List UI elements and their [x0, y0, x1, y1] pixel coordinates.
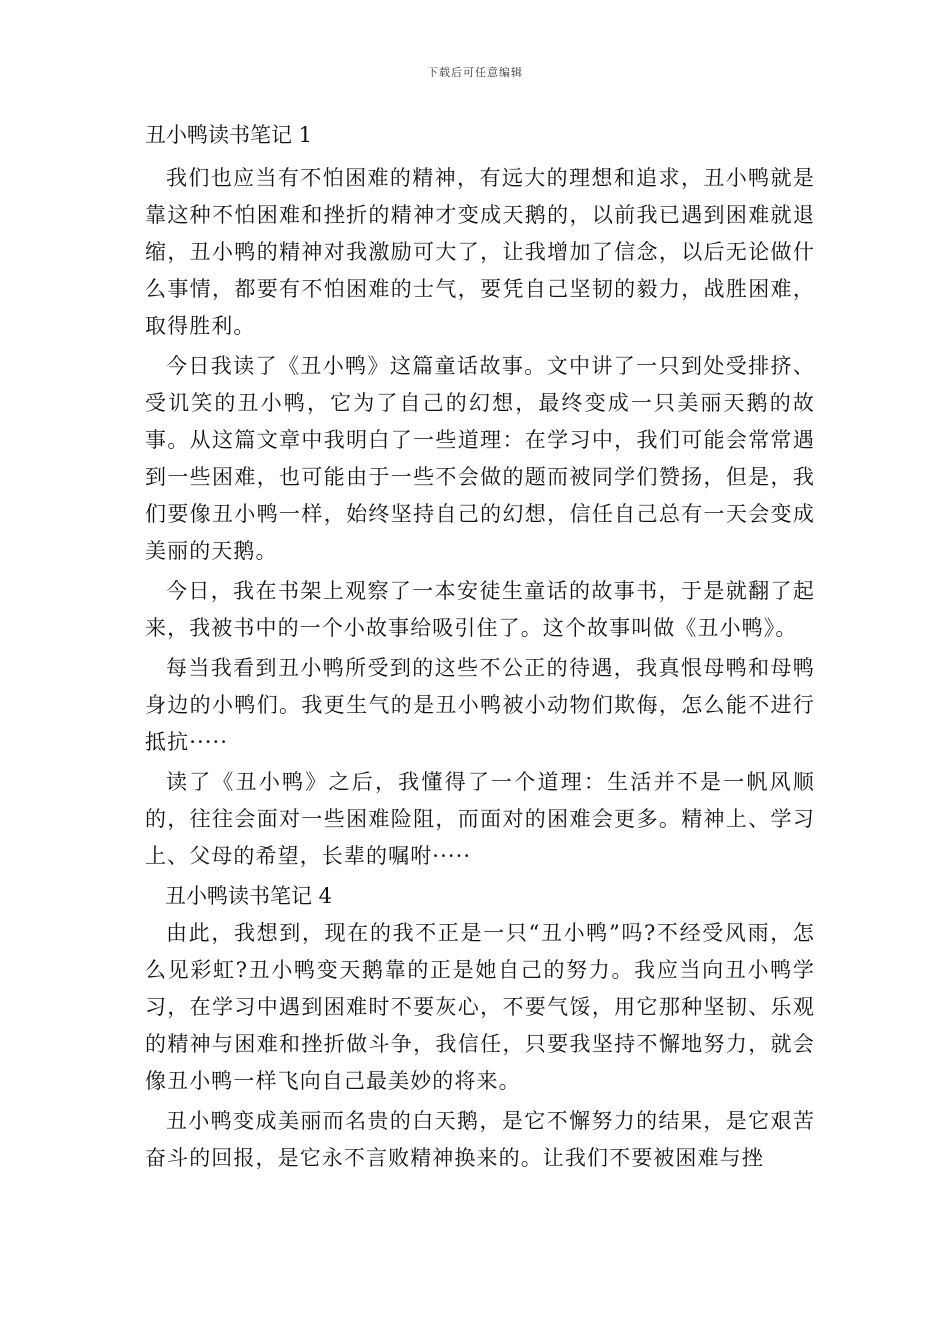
paragraph: 今日我读了《丑小鸭》这篇童话故事。文中讲了一只到处受排挤、受讥笑的丑小鸭，它为了自己的幻想，最终变成一只美丽天鹅的故事。从这篇文章中我明白了一些道理：在学习中，我们可能会常常遇到一些困难，也可能由于一些不会做的题而被同学们赞扬，但是，我们要像丑小鸭一样，始终坚持自己的幻想，信任自己总有一天会变成美丽的天鹅。 [145, 354, 815, 563]
paragraph: 每当我看到丑小鸭所受到的这些不公正的待遇，我真恨母鸭和母鸭身边的小鸭们。我更生气的是丑小鸭被小动物们欺侮，怎么能不进行抵抗····· [145, 656, 815, 754]
paragraph: 丑小鸭变成美丽而名贵的白天鹅，是它不懈努力的结果，是它艰苦奋斗的回报，是它永不言败精神换来的。让我们不要被困难与挫 [145, 1109, 815, 1170]
section-title-4: 丑小鸭读书笔记 4 [165, 884, 333, 908]
paragraph: 由此，我想到，现在的我不正是一只“丑小鸭”吗?不经受风雨，怎么见彩虹?丑小鸭变天鹅靠的正是她自己的努力。我应当向丑小鸭学习，在学习中遇到困难时不要灰心，不要气馁，用它那种坚韧、乐观的精神与困难和挫折做斗争，我信任，只要我坚持不懈地努力，就会像丑小鸭一样飞向自己最美妙的将来。 [145, 921, 815, 1093]
paragraph: 读了《丑小鸭》之后，我懂得了一个道理：生活并不是一帆风顺的，往往会面对一些困难险阻，而面对的困难会更多。精神上、学习上、父母的希望，长辈的嘱咐····· [145, 770, 815, 868]
paragraph: 我们也应当有不怕困难的精神，有远大的理想和追求，丑小鸭就是靠这种不怕困难和挫折的精神才变成天鹅的，以前我已遇到困难就退缩，丑小鸭的精神对我激励可大了，让我增加了信念，以后无论做什么事情，都要有不怕困难的士气，要凭自己坚韧的毅力，战胜困难，取得胜利。 [145, 166, 815, 338]
paragraph: 今日，我在书架上观察了一本安徒生童话的故事书，于是就翻了起来，我被书中的一个小故事给吸引住了。这个故事叫做《丑小鸭》。 [145, 579, 815, 640]
header-note: 下载后可任意编辑 [427, 66, 523, 79]
document-body [145, 117, 815, 1180]
section-title-1: 丑小鸭读书笔记 1 [145, 123, 313, 147]
